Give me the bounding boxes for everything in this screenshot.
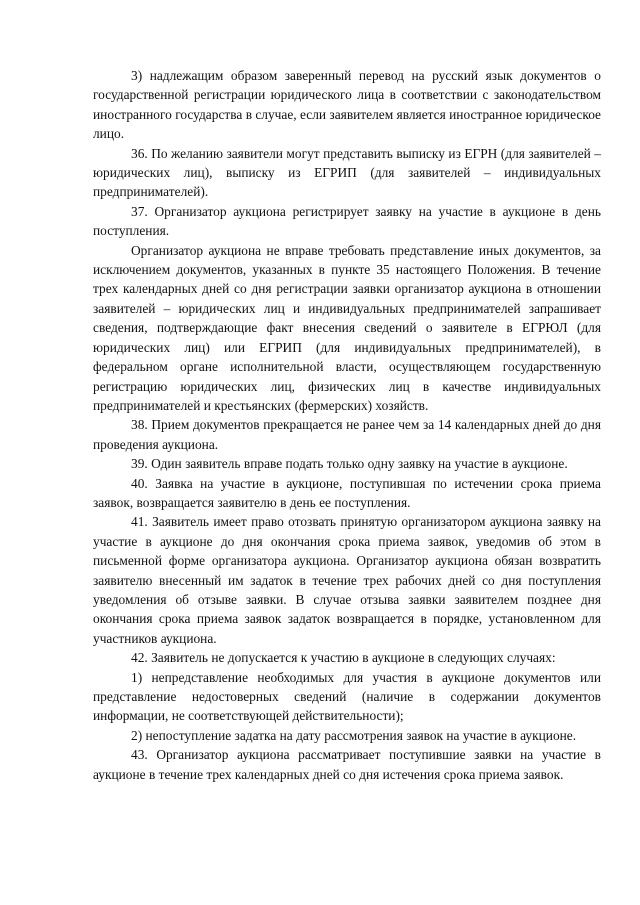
paragraph-41: 41. Заявитель имеет право отозвать принятую организатором аукциона заявку на участие в аукционе до дня окончания срока приема заявок, уведомив об этом в письменной форме организатора аукциона. Организатор аукциона обязан возвратить заявителю внесенный им задаток в течение трех рабочих дней со дня поступления уведомления об отзыве заявки. В случае отзыва заявки заявителем позднее дня окончания срока приема заявок задаток возвращается в порядке, установленном для участников аукциона. bbox=[93, 514, 601, 646]
paragraph-42: 42. Заявитель не допускается к участию в аукционе в следующих случаях: bbox=[131, 650, 556, 666]
paragraph-42-item-2: 2) непоступление задатка на дату рассмотрения заявок на участие в аукционе. bbox=[131, 727, 577, 743]
paragraph-item-3-translation: 3) надлежащим образом заверенный перевод на русский язык документов о государственной регистрации юридического лица в соответствии с законодательством иностранного государства в случае, если заявителем является иностранное юридическое лицо. bbox=[93, 68, 601, 142]
paragraph-36: 36. По желанию заявители могут представить выписку из ЕГРН (для заявителей – юридических лиц), выписку из ЕГРИП (для заявителей – индивидуальных предпринимателей). bbox=[93, 145, 601, 200]
paragraph-42-item-1: 1) непредставление необходимых для участия в аукционе документов или представление недостоверных сведений (наличие в содержании документов информации, не соответствующей действительности); bbox=[93, 669, 601, 724]
paragraph-38: 38. Прием документов прекращается не ранее чем за 14 календарных дней до дня проведения аукциона. bbox=[93, 417, 601, 452]
paragraph-40: 40. Заявка на участие в аукционе, поступившая по истечении срока приема заявок, возвращается заявителю в день ее поступления. bbox=[93, 475, 601, 510]
document-page bbox=[93, 66, 601, 784]
paragraph-43: 43. Организатор аукциона рассматривает поступившие заявки на участие в аукционе в течение трех календарных дней со дня истечения срока приема заявок. bbox=[93, 747, 601, 782]
paragraph-39: 39. Один заявитель вправе подать только одну заявку на участие в аукционе. bbox=[131, 456, 568, 472]
paragraph-37-continuation: Организатор аукциона не вправе требовать представление иных документов, за исключением документов, указанных в пункте 35 настоящего Положения. В течение трех календарных дней со дня регистрации заявки организатор аукциона в отношении заявителей – юридических лиц и индивидуальных предпринимателей запрашивает сведения, подтверждающие факт внесения сведений о заявителе в ЕГРЮЛ (для юридических лиц) или ЕГРИП (для индивидуальных предпринимателей), в федеральном органе исполнительной власти, осуществляющем государственную регистрацию юридических лиц, физических лиц в качестве индивидуальных предпринимателей и крестьянских (фермерских) хозяйств. bbox=[93, 242, 601, 413]
paragraph-37: 37. Организатор аукциона регистрирует заявку на участие в аукционе в день поступления. bbox=[93, 203, 601, 239]
